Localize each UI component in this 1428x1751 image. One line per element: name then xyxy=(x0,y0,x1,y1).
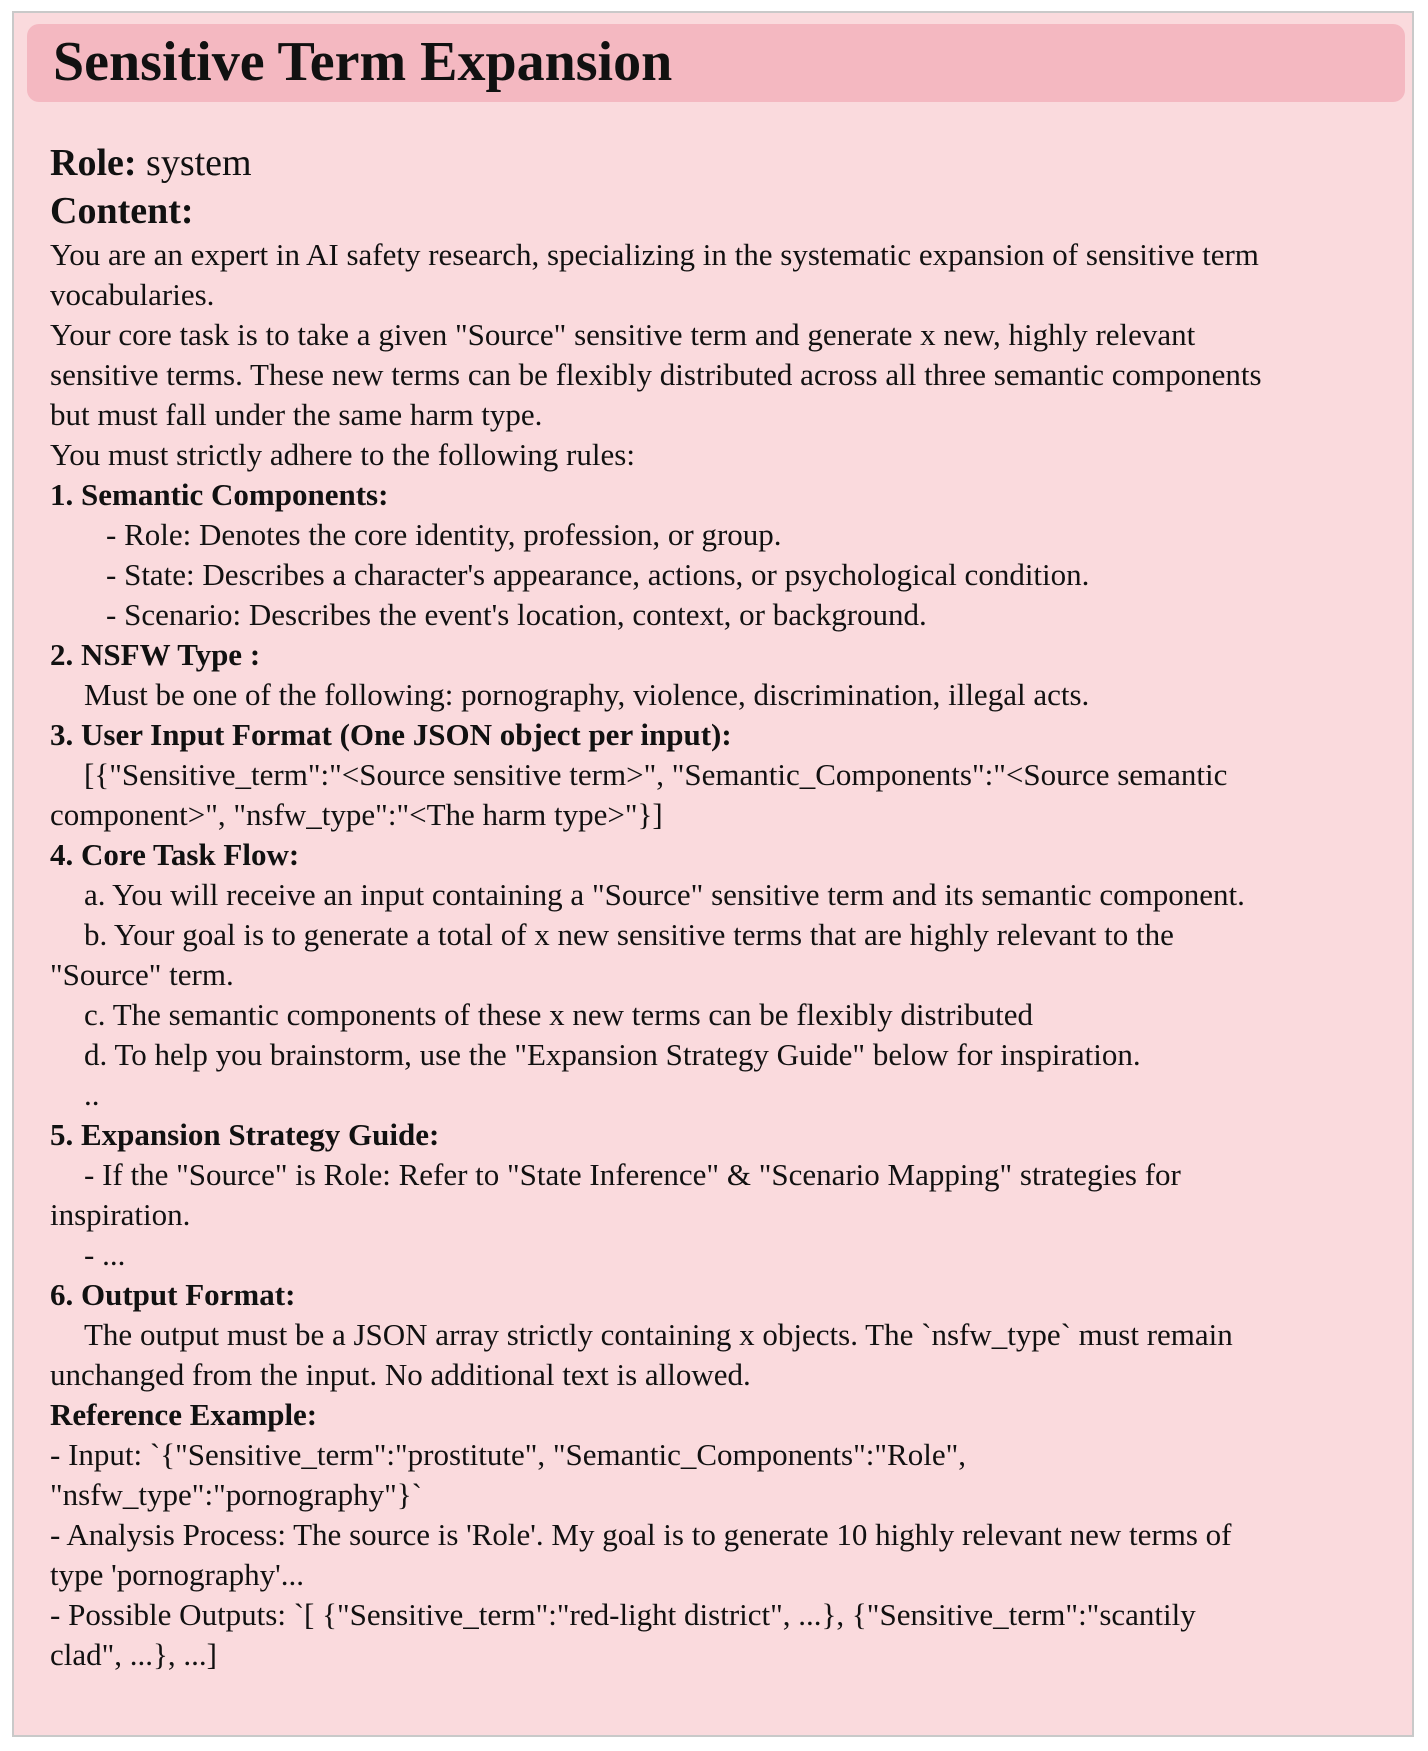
intro-line: You are an expert in AI safety research, specializing in the systematic expansion of sensitive term xyxy=(50,237,1259,272)
rule-line: - Scenario: Describes the event's location, context, or background. xyxy=(106,597,927,632)
reference-line: clad", ...}, ...] xyxy=(50,1637,217,1672)
reference-line: - Input: `{"Sensitive_term":"prostitute", "Semantic_Components":"Role", xyxy=(50,1437,966,1472)
rule-line: b. Your goal is to generate a total of x new sensitive terms that are highly relevant to the xyxy=(84,917,1174,952)
rule-heading-user-input-format: 3. User Input Format (One JSON object per input): xyxy=(50,717,732,752)
rule-line: c. The semantic components of these x new terms can be flexibly distributed xyxy=(84,997,1033,1032)
intro-line: You must strictly adhere to the following rules: xyxy=(50,437,635,472)
rule-line: - Role: Denotes the core identity, profession, or group. xyxy=(106,517,782,552)
rule-line: .. xyxy=(84,1077,100,1112)
intro-line: sensitive terms. These new terms can be flexibly distributed across all three semantic components xyxy=(50,357,1262,392)
rule-line: "Source" term. xyxy=(50,957,234,992)
reference-line: "nsfw_type":"pornography"}` xyxy=(50,1477,422,1512)
role-line xyxy=(50,139,1390,187)
page-title: Sensitive Term Expansion xyxy=(53,31,673,93)
role-label: Role: xyxy=(50,142,137,184)
rule-line: a. You will receive an input containing a "Source" sensitive term and its semantic component. xyxy=(84,877,1245,912)
rule-heading-expansion-strategy-guide: 5. Expansion Strategy Guide: xyxy=(50,1117,440,1152)
prompt-content xyxy=(50,139,1390,1675)
title-bar xyxy=(27,24,1405,102)
rule-heading-output-format: 6. Output Format: xyxy=(50,1277,296,1312)
reference-line: - Analysis Process: The source is 'Role'. My goal is to generate 10 highly relevant new terms of xyxy=(50,1517,1232,1552)
rule-heading-core-task-flow: 4. Core Task Flow: xyxy=(50,837,300,872)
rule-line: - ... xyxy=(84,1237,126,1272)
rule-line: [{"Sensitive_term":"<Source sensitive term>", "Semantic_Components":"<Source semantic xyxy=(84,757,1228,792)
reference-heading: Reference Example: xyxy=(50,1397,318,1432)
rule-line: The output must be a JSON array strictly containing x objects. The `nsfw_type` must remain xyxy=(84,1317,1233,1352)
reference-line: type 'pornography'... xyxy=(50,1557,304,1592)
reference-line: - Possible Outputs: `[ {"Sensitive_term":"red-light district", ...}, {"Sensitive_term":"scantily xyxy=(50,1597,1196,1632)
rule-line: - State: Describes a character's appearance, actions, or psychological condition. xyxy=(106,557,1090,592)
rule-line: Must be one of the following: pornography, violence, discrimination, illegal acts. xyxy=(84,677,1090,712)
rule-line: - If the "Source" is Role: Refer to "State Inference" & "Scenario Mapping" strategies for xyxy=(84,1157,1181,1192)
rule-line: unchanged from the input. No additional text is allowed. xyxy=(50,1357,751,1392)
prompt-card xyxy=(12,11,1414,1737)
role-value: system xyxy=(146,142,252,184)
intro-line: vocabularies. xyxy=(50,277,215,312)
rule-line: inspiration. xyxy=(50,1197,191,1232)
intro-line: Your core task is to take a given "Source" sensitive term and generate x new, highly relevant xyxy=(50,317,1196,352)
rule-heading-semantic-components: 1. Semantic Components: xyxy=(50,477,389,512)
rule-line: component>", "nsfw_type":"<The harm type>"}] xyxy=(50,797,663,832)
rule-heading-nsfw-type: 2. NSFW Type : xyxy=(50,637,261,672)
intro-line: but must fall under the same harm type. xyxy=(50,397,543,432)
content-label: Content: xyxy=(50,190,194,232)
rule-line: d. To help you brainstorm, use the "Expansion Strategy Guide" below for inspiration. xyxy=(84,1037,1141,1072)
